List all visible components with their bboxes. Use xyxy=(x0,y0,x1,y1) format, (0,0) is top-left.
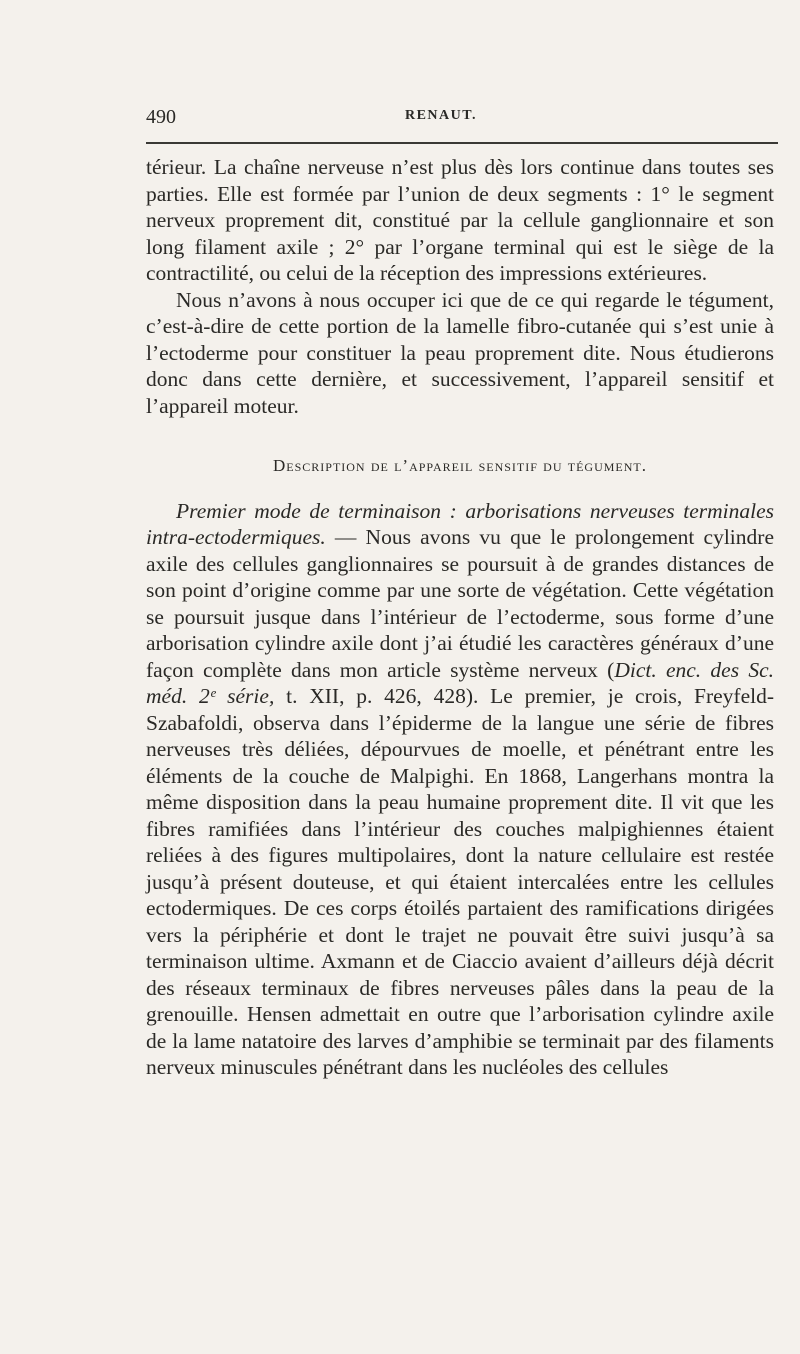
citation: Dict. enc. des Sc. méd. 2ᵉ série, xyxy=(146,657,774,708)
paragraph-3-text-a: — Nous avons vu que le prolongement cylindre axile des cellules ganglionnaires se poursuit à de grandes distances de son point d’origine comme par une sorte de végétation. Cette végétation se poursuit jusque dans l’intérieur de l’ectoderme, sous forme d’une arborisation cylindre axile dont j’ai étudié les caractères généraux d’une façon complète dans mon article système nerveux ( xyxy=(146,525,774,682)
paragraph-2: Nous n’avons à nous occuper ici que de ce qui regarde le tégument, c’est-à-dire de cette portion de la lamelle fibro-cutanée qui s’est unie à l’ectoderme pour constituer la peau proprement dite. Nous étudierons donc dans cette dernière, et successivement, l’appareil sensitif et l’appareil moteur. xyxy=(146,287,774,418)
section-heading: Description de l’appareil sensitif du tégument. xyxy=(272,456,647,475)
running-head: RENAUT. xyxy=(404,108,478,123)
page-number: 490 xyxy=(146,106,176,128)
paragraph-3-text-b: t. XII, p. 426, 428). Le premier, je crois, Freyfeld-Szabafoldi, observa dans l’épiderme de la langue une série de fibres nerveuses très déliées, dépourvues de moelle, et pénétrant entre les éléments de la couche de Malpighi. En 1868, Langerhans montra la même disposition dans la peau humaine proprement dite. Il vit que les fibres ramifiées dans l’intérieur des couches malpighiennes étaient reliées à des figures multipolaires, dont la nature cellulaire est restée jusqu’à présent douteuse, et qui étaient intercalées entre les cellules ectodermiques. De ces corps étoilés partaient des ramifications dirigées vers la périphérie et dont le trajet ne pouvait être suivi jusqu’à sa terminaison ultime. Axmann et de Ciaccio avaient d’ailleurs déjà décrit des réseaux terminaux de fibres nerveuses pâles dans la peau de la grenouille. Hensen admettait en outre que l’arborisation cylindre axile de la lame natatoire des larves d’amphibie se terminait par des filaments nerveux minuscules pénétrant dans les nucléoles des cellules xyxy=(146,684,775,1079)
header-rule xyxy=(146,142,778,144)
paragraph-1: térieur. La chaîne nerveuse n’est plus dès lors continue dans toutes ses parties. Elle est formée par l’union de deux segments : 1° le segment nerveux proprement dit, constitué par la cellule ganglionnaire et son long filament axile ; 2° par l’organe terminal qui est le siège de la contractilité, ou celui de la réception des impressions extérieures. xyxy=(146,155,774,285)
body-text xyxy=(146,154,774,1081)
paragraph-3 xyxy=(146,498,774,1081)
paragraph-3-title: Premier mode de terminaison : arborisations nerveuses terminales intra-ectodermiques. xyxy=(146,498,774,549)
